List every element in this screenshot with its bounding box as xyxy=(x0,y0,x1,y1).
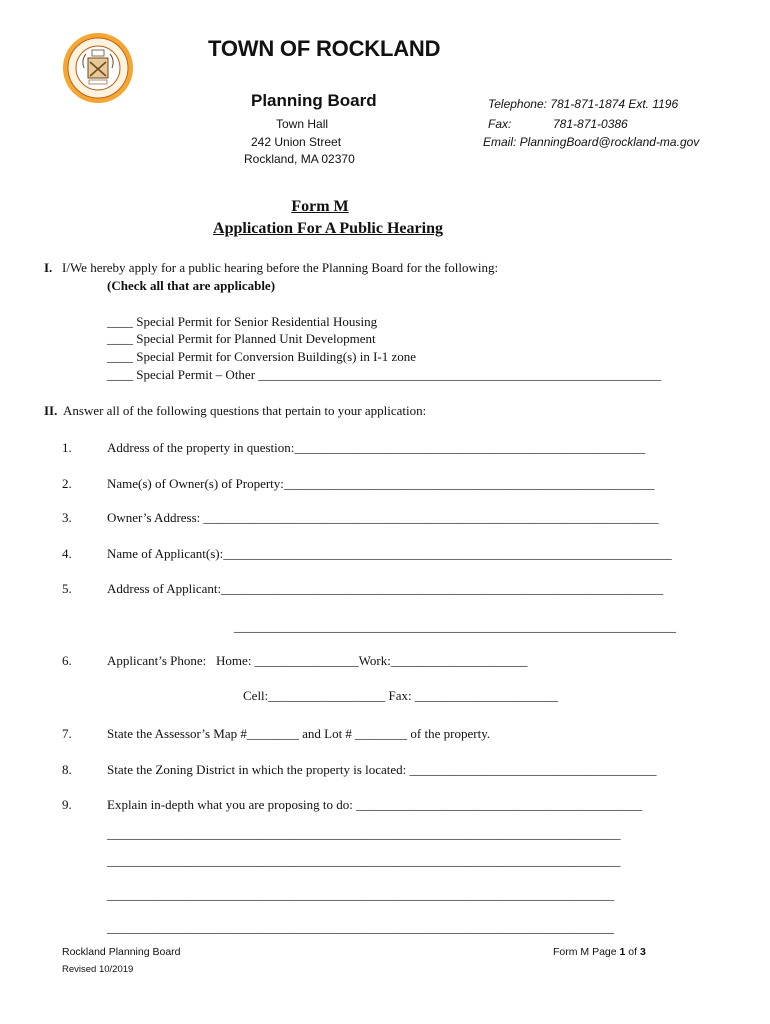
form-title: Form M xyxy=(291,198,349,215)
question-owner-names[interactable]: Name(s) of Owner(s) of Property:_________________________________________________________ xyxy=(107,476,655,491)
telephone: Telephone: 781-871-1874 Ext. 1196 xyxy=(488,97,679,111)
page-total: 3 xyxy=(639,946,646,958)
question-number: 1. xyxy=(62,440,72,455)
section-2-text: Answer all of the following questions that pertain to your application: xyxy=(63,403,427,418)
address-line-1: Town Hall xyxy=(276,117,329,131)
question-property-address[interactable]: Address of the property in question:______________________________________________________ xyxy=(107,440,646,455)
footer-revised: Revised 10/2019 xyxy=(62,964,134,975)
footer-board-name: Rockland Planning Board xyxy=(62,946,181,958)
explain-line[interactable]: ______________________________________________________________________________ xyxy=(107,920,614,935)
page-current: 1 xyxy=(619,946,626,958)
applicant-cell-fax[interactable]: Cell:__________________ Fax: ______________________ xyxy=(243,688,558,703)
fax-number: 781-871-0386 xyxy=(553,117,628,131)
option-other[interactable]: ____ Special Permit – Other ______________________________________________________________ xyxy=(107,367,662,382)
question-number: 3. xyxy=(62,510,72,525)
question-zoning-district[interactable]: State the Zoning District in which the property is located: ______________________________________ xyxy=(107,762,657,777)
question-number: 4. xyxy=(62,546,72,561)
question-applicant-address[interactable]: Address of Applicant:____________________________________________________________________ xyxy=(107,581,664,596)
footer-page-number xyxy=(553,946,646,958)
applicant-address-continuation[interactable]: ____________________________________________________________________ xyxy=(234,619,676,634)
question-number: 7. xyxy=(62,726,72,741)
question-owner-address[interactable]: Owner’s Address: ______________________________________________________________________ xyxy=(107,510,659,525)
email: Email: PlanningBoard@rockland-ma.gov xyxy=(483,135,700,149)
address-line-2: 242 Union Street xyxy=(251,135,342,149)
question-number: 5. xyxy=(62,581,72,596)
explain-line[interactable]: _______________________________________________________________________________ xyxy=(107,853,621,868)
page-of: of xyxy=(625,946,640,958)
board-name: Planning Board xyxy=(251,91,377,110)
address-line-3: Rockland, MA 02370 xyxy=(244,152,355,166)
section-1-text: I/We hereby apply for a public hearing before the Planning Board for the following: xyxy=(62,260,499,275)
option-planned-unit[interactable]: ____ Special Permit for Planned Unit Development xyxy=(107,331,376,346)
question-number: 2. xyxy=(62,476,72,491)
explain-line[interactable]: ______________________________________________________________________________ xyxy=(107,887,614,902)
section-2-label: II. xyxy=(44,403,58,418)
question-applicant-name[interactable]: Name of Applicant(s):_____________________________________________________________________ xyxy=(107,546,672,561)
question-number: 9. xyxy=(62,797,72,812)
question-map-lot[interactable]: State the Assessor’s Map #________ and Lot # ________ of the property. xyxy=(107,726,491,741)
town-title: TOWN OF ROCKLAND xyxy=(208,36,441,61)
page-prefix: Form M Page xyxy=(553,946,620,958)
form-subtitle: Application For A Public Hearing xyxy=(213,220,443,237)
town-seal-logo xyxy=(62,32,134,104)
section-1-label: I. xyxy=(44,260,53,275)
section-1-note: (Check all that are applicable) xyxy=(107,278,276,293)
fax-label: Fax: xyxy=(488,117,512,131)
question-number: 8. xyxy=(62,762,72,777)
option-conversion-building[interactable]: ____ Special Permit for Conversion Building(s) in I-1 zone xyxy=(107,349,417,364)
explain-line[interactable]: _______________________________________________________________________________ xyxy=(107,826,621,841)
question-proposal[interactable]: Explain in-depth what you are proposing to do: ____________________________________________ xyxy=(107,797,643,812)
question-number: 6. xyxy=(62,653,72,668)
question-applicant-phone[interactable]: Applicant’s Phone: Home: ________________Work:_____________________ xyxy=(107,653,528,668)
option-senior-housing[interactable]: ____ Special Permit for Senior Residential Housing xyxy=(107,314,378,329)
